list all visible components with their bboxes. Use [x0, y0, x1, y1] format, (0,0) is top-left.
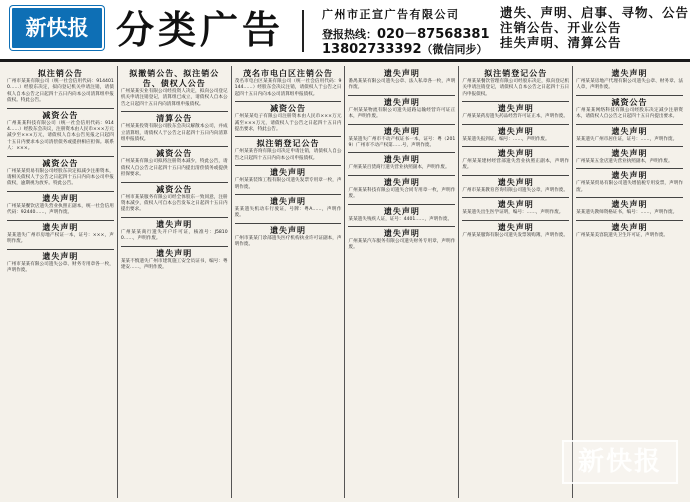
- classified-ad: [462, 197, 569, 219]
- ad-body: 广州某某装饰工程有限公司遗失发票专用章一枚，声明作废。: [234, 178, 342, 190]
- ad-title: 遗失声明: [611, 126, 648, 136]
- ad-title: 遗失声明: [383, 126, 420, 136]
- ad-title: 遗失声明: [611, 222, 648, 232]
- ad-body: 广州某某咨询有限公司决定申请注销，请债权人自公告之日起四十五日内向本公司申报债权。: [234, 149, 342, 161]
- ad-title: 拟注销公告: [37, 69, 83, 78]
- ad-title: 遗失声明: [497, 222, 534, 232]
- classified-ad: [121, 67, 228, 111]
- ad-title: 遗失声明: [611, 171, 648, 181]
- ad-body: 某某遗失教师资格证书，编号：……，声明作废。: [576, 210, 678, 216]
- classified-ad: [235, 101, 342, 136]
- classified-ad: [348, 226, 455, 255]
- ad-categories: [500, 5, 690, 50]
- classified-ad: [348, 152, 455, 174]
- ad-column: [4, 66, 118, 498]
- hotline: [322, 23, 490, 42]
- ad-title: 遗失声明: [270, 168, 307, 178]
- section-title: 分类广告: [116, 7, 285, 52]
- ad-body: 广州某某电子有限公司注册资本由人民币×××万元减至×××万元，请债权人于公告之日起四十五日内提出要求，特此公告。: [234, 114, 342, 133]
- classified-ad: [235, 67, 342, 101]
- category-line: 注销公告、开业公告: [500, 20, 622, 35]
- ad-title: 遗失声明: [270, 225, 307, 235]
- ad-body: 广州某某投资有限公司股东会决议解散本公司，并成立清算组，请债权人于公告之日起四十五日内向清算组申报债权。: [120, 124, 228, 143]
- classified-ad: [235, 194, 342, 223]
- ad-body: 广州某某五金店遗失营业执照副本，声明作废。: [576, 159, 673, 165]
- ad-title: 遗失声明: [497, 104, 534, 114]
- classified-ad: [7, 191, 114, 220]
- ad-title: 遗失声明: [383, 155, 420, 165]
- mobile-contact: [322, 41, 488, 57]
- ad-title: 减资公告: [42, 158, 79, 168]
- ad-title: 拟撤销公告、拟注销公告、债权人公告: [129, 69, 220, 88]
- classified-columns: [4, 66, 686, 498]
- ad-body: 某某遗失广州市居住证，证号：……，声明作废。: [576, 136, 678, 142]
- ad-column: [573, 66, 686, 498]
- classified-ad: [462, 146, 569, 175]
- ad-body: 某某遗失广州市房地产权证一本，证号：×××，声明作废。: [7, 232, 114, 245]
- ad-title: 遗失声明: [270, 197, 307, 207]
- ad-body: 某某不慎遗失广州市建筑施工安全员证书，编号：粤建安……，声明作废。: [120, 258, 228, 271]
- ad-title: 拟注销登记公告: [484, 69, 548, 78]
- classified-ad: [348, 175, 455, 204]
- classified-ad: [121, 146, 228, 181]
- classified-ad: [7, 67, 114, 108]
- category-line: 挂失声明、清算公告: [500, 35, 622, 50]
- ad-body: 广州某某实业有限公司经投资人决定，拟向公司登记机关申请注销登记，清算组已成立，请债权人自本公告之日起四十五日内向清算组申报债权。: [120, 89, 228, 107]
- classified-ad: [462, 124, 569, 146]
- divider: [302, 10, 304, 52]
- classified-ad: [348, 95, 455, 124]
- ad-title: 减资公告: [42, 110, 79, 120]
- classified-ad: [576, 146, 683, 168]
- ad-title: 遗失声明: [611, 149, 648, 159]
- classified-ad: [235, 223, 342, 252]
- classified-ad: [348, 67, 455, 95]
- mobile-number: 13802733392: [322, 42, 422, 57]
- ad-body: 某某遗失出生医学证明，编号：……，声明作废。: [462, 210, 564, 216]
- ad-body: 广州某某药房遗失药品经营许可证正本，声明作废。: [462, 114, 568, 120]
- ad-body: 广州某某建材经营部遗失营业执照正副本，声明作废。: [462, 159, 570, 171]
- ad-title: 遗失声明: [497, 149, 534, 159]
- ad-title: 遗失声明: [42, 222, 79, 232]
- classified-ad: [576, 124, 683, 146]
- ad-body: 某某遗失报到证，编号：……，声明作废。: [462, 136, 550, 142]
- ad-column: [345, 66, 459, 498]
- ad-title: 減资公告: [611, 97, 648, 107]
- ad-body: 广州某某网络科技有限公司经股东决定减少注册资本，请债权人自公告之日起四十五日内提出要求。: [576, 107, 683, 120]
- ad-title: 遗失声明: [383, 229, 420, 239]
- classified-ad: [462, 220, 569, 242]
- ad-body: 广州某某贸易有限公司经股东决定拟减少注册资本，请相关债权人于公告之日起四十五日内向本公司申报债权，逾期视为放弃。特此公告。: [7, 168, 114, 187]
- ad-body: 广州市某某有限公司遗失公章、财务专用章各一枚，声明作废。: [7, 261, 114, 273]
- ad-title: 遗失声明: [497, 200, 534, 210]
- classified-ad: [235, 165, 342, 194]
- ad-body: 广州某某商行遗失开户许可证，核准号：J58100……，声明作废。: [120, 229, 228, 242]
- ad-column: [232, 66, 346, 498]
- classified-ad: [576, 197, 683, 219]
- classified-ad: [576, 220, 683, 242]
- ad-title: 减资公告: [270, 104, 307, 114]
- classified-ad: [121, 111, 228, 146]
- classified-ad: [7, 220, 114, 249]
- ad-body: 广州某某房地产代理有限公司遗失公章、财务章、法人章，声明作废。: [576, 79, 683, 91]
- classified-ad: [121, 182, 228, 217]
- watermark: 新快报: [562, 440, 678, 484]
- classified-ad: [576, 168, 683, 197]
- ad-title: 减资公告: [156, 184, 193, 194]
- ad-column: [118, 66, 232, 498]
- classified-ad: [576, 67, 683, 95]
- ad-body: 广州某某物流有限公司遗失道路运输经营许可证正本，声明作废。: [348, 107, 456, 120]
- ad-title: 遗失声明: [383, 206, 420, 216]
- ad-body: 广州某某有限公司拟将注册资本减少，特此公告，请债权人自公告之日起四十五日内提出清偿债务或提供担保要求。: [120, 159, 228, 178]
- ad-title: 遗失声明: [383, 177, 420, 187]
- ad-title: 遗失声明: [497, 177, 534, 187]
- ad-title: 拟注销登记公告: [256, 139, 320, 149]
- ad-body: 广州某某贸易有限公司遗失增值税专用发票，声明作废。: [576, 181, 683, 193]
- ad-title: 遗失声明: [156, 248, 193, 258]
- classified-ad: [7, 156, 114, 191]
- classified-ad: [348, 204, 455, 226]
- ad-body: 广州某某美容院遗失卫生许可证，声明作废。: [576, 232, 669, 238]
- classified-ad: [462, 175, 569, 197]
- classified-ad: [121, 217, 228, 246]
- ad-body: 某某遗失机动车行驶证，号牌：粤A……，声明作废。: [234, 207, 342, 219]
- classified-ad: [7, 108, 114, 156]
- ad-body: 广州某某科技有限公司遗失合同专用章一枚，声明作废。: [348, 187, 456, 200]
- hotline-label: 登报热线：: [322, 28, 377, 41]
- ad-body: 广州某某餐饮管理有限公司经股东决定，拟向登记机关申请注销登记，请债权人自本公告之日起四十五日内申报债权。: [462, 79, 570, 97]
- classified-ad: [576, 95, 683, 124]
- ad-body: 广州某某汽车服务有限公司遗失财务专用章，声明作废。: [348, 239, 456, 251]
- ad-body: 广州某某服饰有限公司遗失发票领购簿，声明作废。: [462, 232, 568, 238]
- ad-title: 遗失声明: [42, 193, 79, 203]
- classified-ad: [462, 101, 569, 123]
- ad-body: 番禺某某有限公司遗失公章、法人私章各一枚，声明作废。: [348, 79, 456, 91]
- ad-body: 茂名市电白区某某有限公司（统一社会信用代码：9144……）经股东会决议注销，请债权人于公告之日起四十五日内向本公司清算组申报债权。: [234, 79, 342, 97]
- ad-column: [459, 66, 573, 498]
- hotline-number: 020－87568381: [377, 27, 490, 42]
- classified-ad: [235, 136, 342, 165]
- ad-title: 茂名市电白区注销公告: [243, 69, 334, 78]
- ad-title: 遗失声明: [42, 251, 79, 261]
- newspaper-logo: 新快报: [10, 6, 104, 50]
- classified-ad: [7, 249, 114, 278]
- classified-ad: [348, 124, 455, 153]
- ad-body: 广州某某餐饮店遗失营业执照正副本，统一社会信用代码：92440……，声明作废。: [7, 203, 114, 216]
- ad-title: 遗失声明: [497, 126, 534, 136]
- ad-title: 遗失声明: [611, 200, 648, 210]
- ad-title: 遗失声明: [611, 69, 648, 78]
- masthead: [0, 0, 690, 62]
- ad-body: 广州某某百货商行遗失营业执照副本，声明作废。: [348, 165, 450, 171]
- agency-name: 广州市正宣广告有限公司: [322, 8, 460, 21]
- ad-title: 清算公告: [156, 114, 193, 124]
- ad-body: 广州某某科技有限公司（统一社会信用代码：9144……）经股东会决议，注册资本由人民币×××万元减少至×××万元，请债权人自本公告见报之日起四十五日内要求本公司清偿债务或提供相应担保。联系人：×××。: [7, 120, 114, 152]
- ad-title: 遗失声明: [383, 69, 420, 78]
- ad-body: 广州市某某有限公司（统一社会信用代码：9144010……）经股东决定，拟向登记机关申请注销，请债权人自本公告之日起四十五日内向本公司清算组申报债权。特此公告。: [7, 79, 114, 104]
- ad-body: 广州市某某教育咨询有限公司遗失公章，声明作废。: [462, 187, 568, 193]
- ad-title: 遗失声明: [383, 97, 420, 107]
- ad-title: 减资公告: [156, 149, 193, 159]
- mobile-note: （微信同步）: [421, 43, 488, 56]
- classified-ad: [462, 67, 569, 101]
- classified-ad: [121, 246, 228, 275]
- ad-body: 广州市某某门诊部遗失医疗机构执业许可证副本，声明作废。: [234, 235, 342, 248]
- ad-body: 广州市某某服务有限公司经全体股东一致同意，注册资本减少，债权人可自本公告发布之日起四十五日内提出要求。: [120, 194, 228, 213]
- category-line: 遗失、声明、启事、寻物、公告: [500, 5, 690, 20]
- ad-body: 某某遗失广州市不动产权证书一本，证号：粤（2019）广州市不动产权第……号，声明作废。: [348, 136, 456, 149]
- ad-body: 某某遗失残疾人证，证号：4401……，声明作废。: [348, 216, 453, 222]
- ad-title: 遗失声明: [156, 219, 193, 229]
